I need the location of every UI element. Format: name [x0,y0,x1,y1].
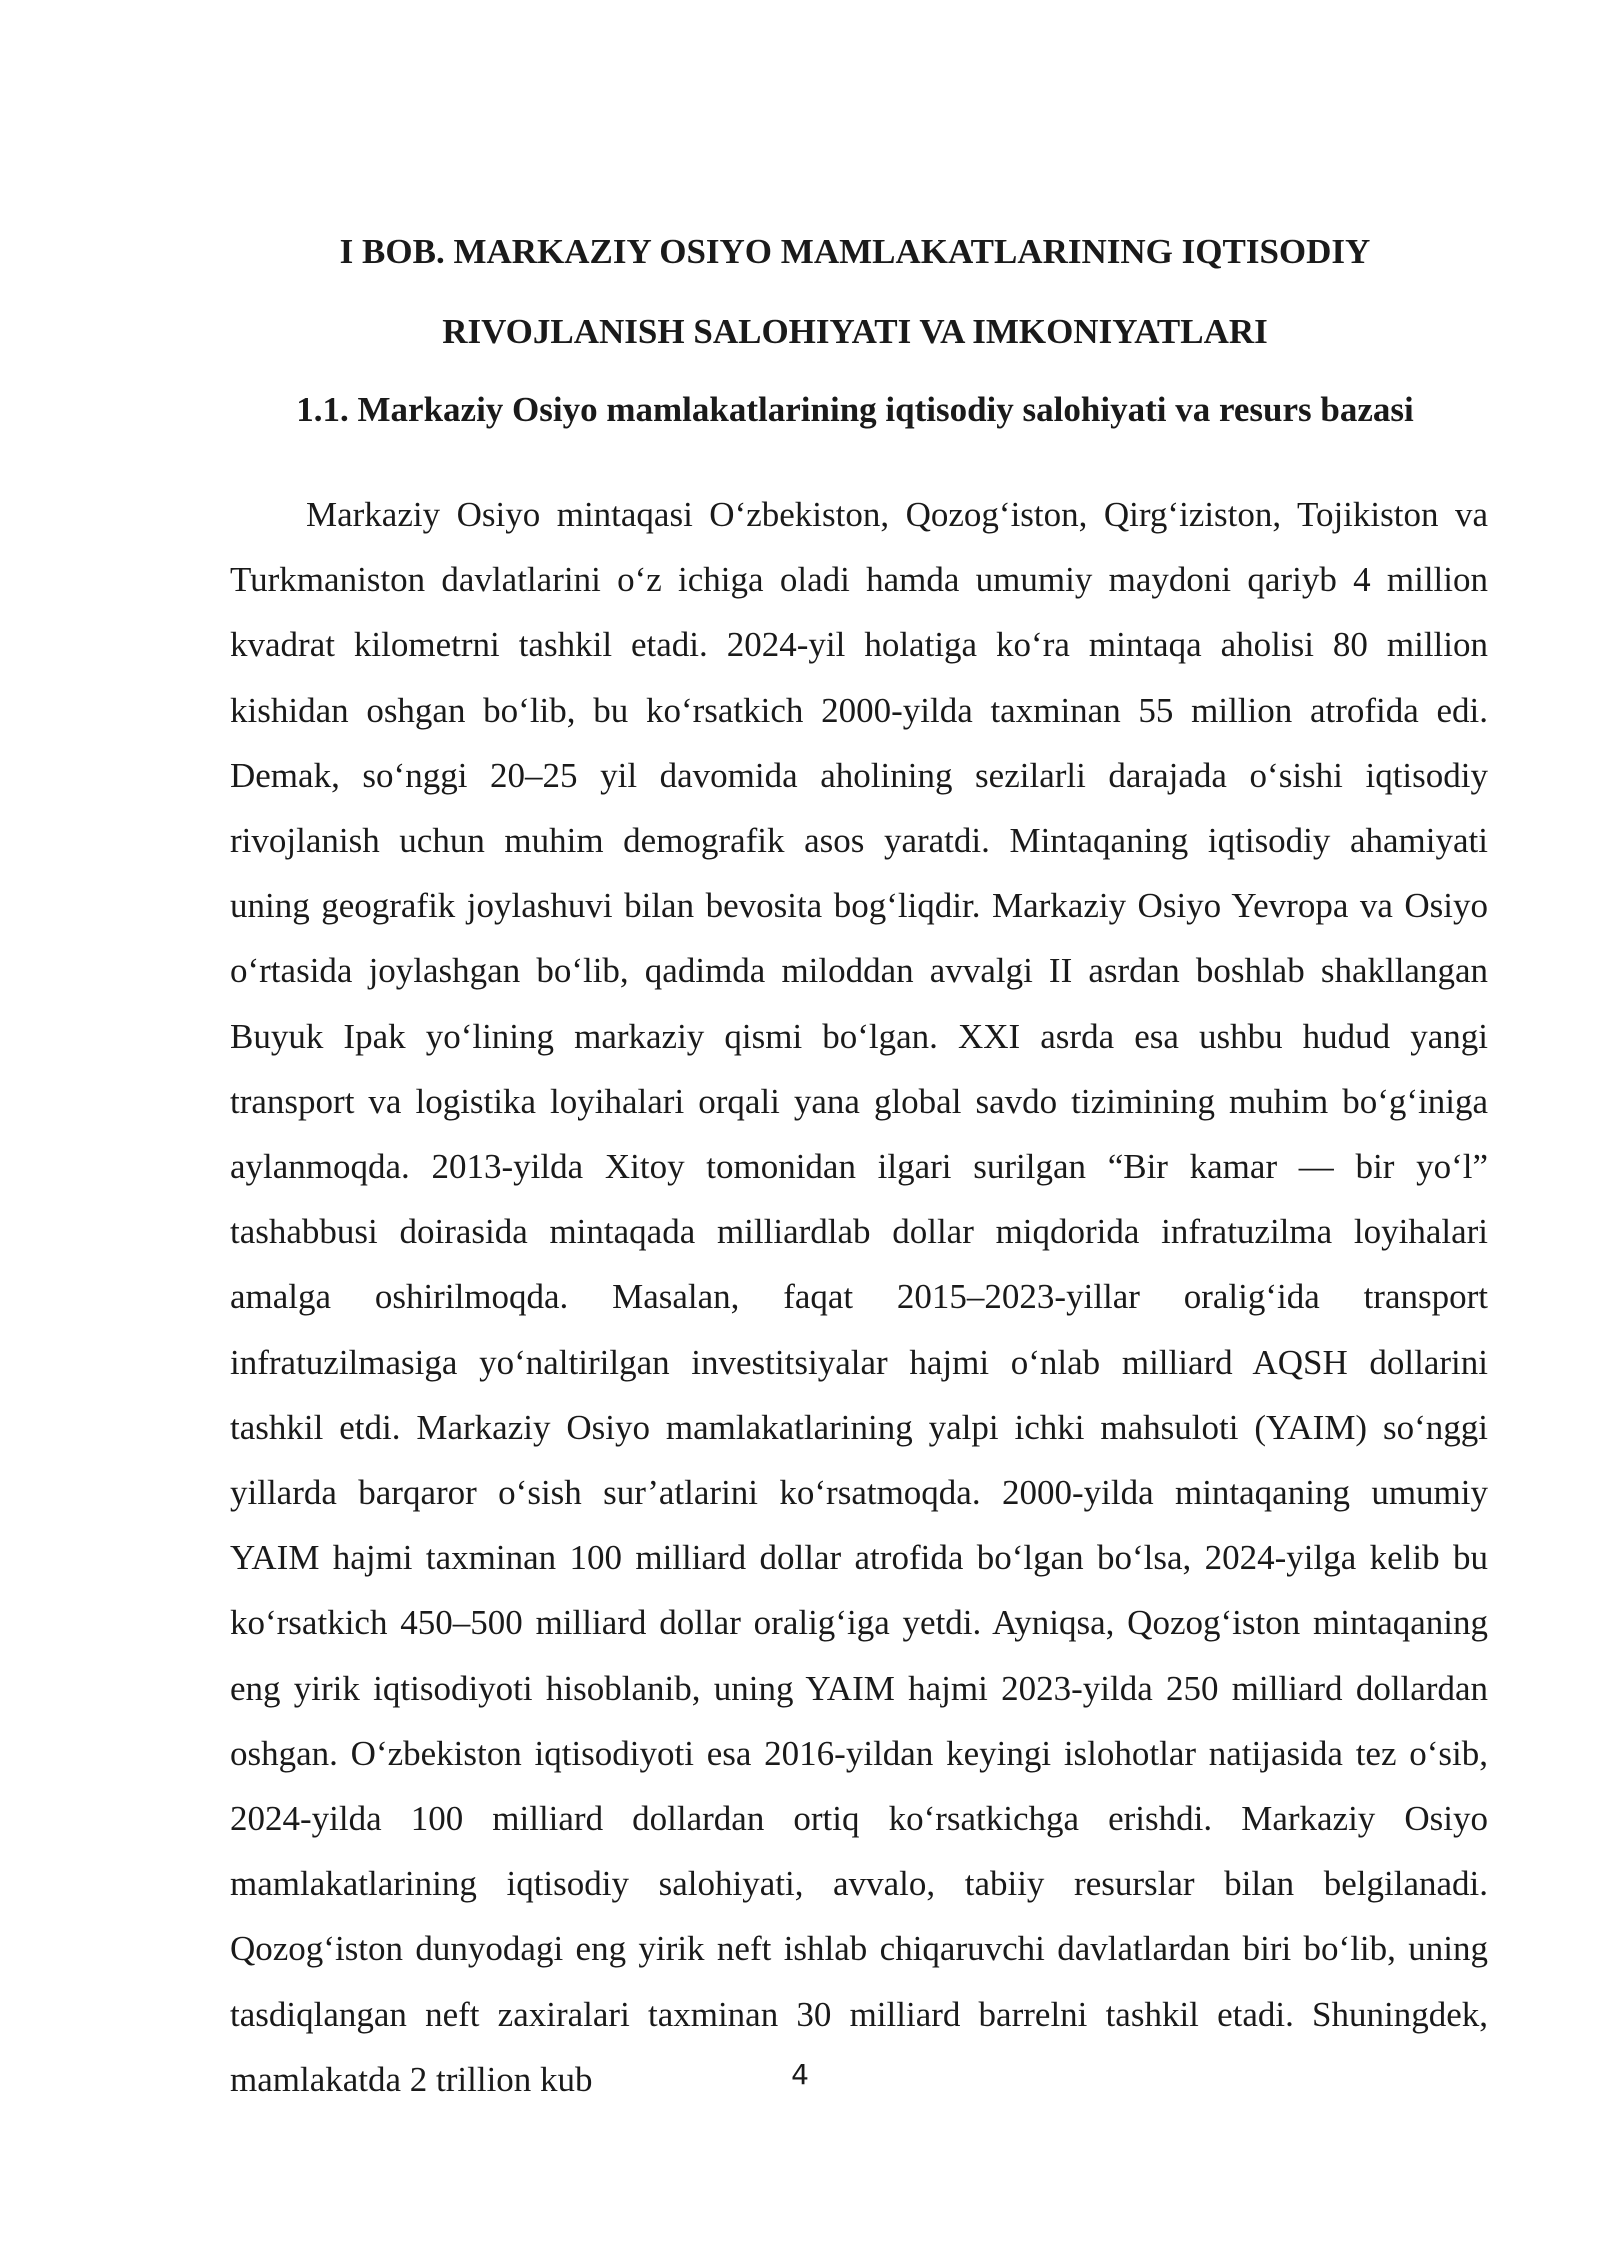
chapter-title-line-1: I BOB. MARKAZIY OSIYO MAMLAKATLARINING IQTISODIY [339,232,1371,271]
chapter-title-line-2: RIVOJLANISH SALOHIYATI VA IMKONIYATLARI [442,312,1268,351]
chapter-title [230,212,1480,372]
page-number: 4 [791,2058,809,2091]
section-title: 1.1. Markaziy Osiyo mamlakatlarining iqtisodiy salohiyati va resurs bazasi [296,390,1414,429]
body-paragraph: Markaziy Osiyo mintaqasi O‘zbekiston, Qozog‘iston, Qirg‘iziston, Tojikiston va Turkmaniston davlatlarini o‘z ichiga oladi hamda umumiy maydoni qariyb 4 million kvadrat kilometrni tashkil etadi. 2024-yil holatiga ko‘ra mintaqa aholisi 80 million kishidan oshgan bo‘lib, bu ko‘rsatkich 2000-yilda taxminan 55 million atrofida edi. Demak, so‘nggi 20–25 yil davomida aholining sezilarli darajada o‘sishi iqtisodiy rivojlanish uchun muhim demografik asos yaratdi. Mintaqaning iqtisodiy ahamiyati uning geografik joylashuvi bilan bevosita bog‘liqdir. Markaziy Osiyo Yevropa va Osiyo o‘rtasida joylashgan bo‘lib, qadimda miloddan avvalgi II asrdan boshlab shakllangan Buyuk Ipak yo‘lining markaziy qismi bo‘lgan. XXI asrda esa ushbu hudud yangi transport va logistika loyihalari orqali yana global savdo tizimining muhim bo‘g‘iniga aylanmoqda. 2013-yilda Xitoy tomonidan ilgari surilgan “Bir kamar — bir yo‘l” tashabbusi doirasida mintaqada milliardlab dollar miqdorida infratuzilma loyihalari amalga oshirilmoqda. Masalan, faqat 2015–2023-yillar oralig‘ida transport infratuzilmasiga yo‘naltirilgan investitsiyalar hajmi o‘nlab milliard AQSH dollarini tashkil etdi. Markaziy Osiyo mamlakatlarining yalpi ichki mahsuloti (YAIM) so‘nggi yillarda barqaror o‘sish sur’atlarini ko‘rsatmoqda. 2000-yilda mintaqaning umumiy YAIM hajmi taxminan 100 milliard dollar atrofida bo‘lgan bo‘lsa, 2024-yilga kelib bu ko‘rsatkich 450–500 milliard dollar oralig‘iga yetdi. Ayniqsa, Qozog‘iston mintaqaning eng yirik iqtisodiyoti hisoblanib, uning YAIM hajmi 2023-yilda 250 milliard dollardan oshgan. O‘zbekiston iqtisodiyoti esa 2016-yildan keyingi islohotlar natijasida tez o‘sib, 2024-yilda 100 milliard dollardan ortiq ko‘rsatkichga erishdi. Markaziy Osiyo mamlakatlarining iqtisodiy salohiyati, avvalo, tabiiy resurslar bilan belgilanadi. Qozog‘iston dunyodagi eng yirik neft ishlab chiqaruvchi davlatlardan biri bo‘lib, uning tasdiqlangan neft zaxiralari taxminan 30 milliard barrelni tashkil etadi. Shuningdek, mamlakatda 2 trillion kub [230,495,1488,2099]
